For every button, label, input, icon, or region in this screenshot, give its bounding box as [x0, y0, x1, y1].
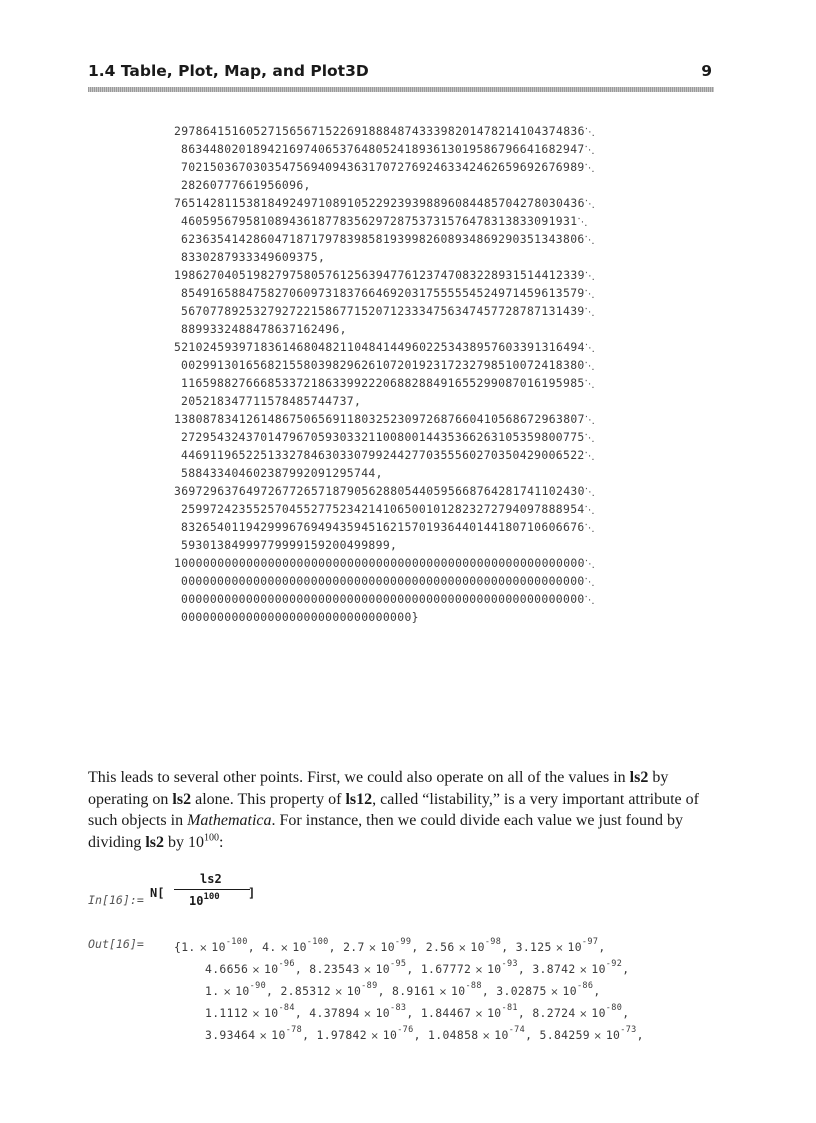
continued-output-block	[174, 122, 595, 626]
number-line: 00000000000000000000000000000000000000000000000000000000⋱	[181, 574, 595, 588]
output-value: $3.02875 \times 10^{-86}$	[496, 981, 594, 998]
output-line: $1.1112 \times 10^{-84}$, $4.37894 \times 10^{-83}$, $1.84467 \times 10^{-81}$, $8.2724 \times 10^{-80}$,	[205, 1003, 637, 1020]
output-value: 1. × $10^{-90}$	[205, 981, 267, 998]
number-line: 205218347711578485744737,	[181, 394, 362, 408]
number-line: 765142811538184924971089105229239398896084485704278030436⋱	[174, 196, 595, 210]
func-close: ]	[248, 886, 256, 900]
number-line: 62363541428604718717978398581939982608934869290351343806⋱	[181, 232, 595, 246]
number-line: 588433404602387992091295744,	[181, 466, 383, 480]
number-line: 56707789253279272215867715207123334756347457728787131439⋱	[181, 304, 595, 318]
number-line: 86344802018942169740653764805241893613019586796641682947⋱	[181, 142, 595, 156]
number-line: 521024593971836146804821104841449602253438957603391316494⋱	[174, 340, 595, 354]
number-line: 11659882766685337218633992220688288491655299087016195985⋱	[181, 376, 595, 390]
number-line: 00000000000000000000000000000000000000000000000000000000⋱	[181, 592, 595, 606]
number-line: 00000000000000000000000000000000}	[181, 610, 419, 624]
output-line: $4.6656 \times 10^{-96}$, $8.23543 \times 10^{-95}$, $1.67772 \times 10^{-93}$, $3.8742 \times 10^{-92}$,	[205, 959, 637, 976]
fraction-denominator: $10^{100}$	[189, 892, 220, 908]
number-line: 70215036703035475694094363170727692463342462659692676989⋱	[181, 160, 595, 174]
output-value: $4.6656 \times 10^{-96}$	[205, 959, 295, 976]
number-line: 100000000000000000000000000000000000000000000000000000000⋱	[174, 556, 595, 570]
number-line: 198627040519827975805761256394776123747083228931514412339⋱	[174, 268, 595, 282]
output-value: $3.125 \times 10^{-97}$	[515, 937, 599, 954]
input-label: In[16]:=	[88, 893, 144, 907]
output-value: $4.37894 \times 10^{-83}$	[309, 1003, 407, 1020]
output-value: $8.9161 \times 10^{-88}$	[391, 981, 482, 998]
output-value: 4. × $10^{-100}$	[262, 937, 329, 954]
body-paragraph: This leads to several other points. First, we could also operate on all of the values in ls2 by operating on ls2 alone. This property of ls12, called “listability,” is a very important attribute of such objects in Mathematica. For instance, then we could divide each value we just found by dividing ls2 by $10^{100}$:	[88, 769, 699, 851]
output-line: 1. × $10^{-90}$, $2.85312 \times 10^{-89}$, $8.9161 \times 10^{-88}$, $3.02875 \times 10^{-86}$,	[205, 981, 608, 998]
output-label: Out[16]=	[88, 937, 144, 951]
number-line: 297864151605271565671522691888487433398201478214104374836⋱	[174, 124, 595, 138]
number-line: 369729637649726772657187905628805440595668764281741102430⋱	[174, 484, 595, 498]
output-value: $1.84467 \times 10^{-81}$	[420, 1003, 518, 1020]
number-line: 85491658847582706097318376646920317555554524971459613579⋱	[181, 286, 595, 300]
output-value: $8.23543 \times 10^{-95}$	[309, 959, 407, 976]
output-block	[174, 938, 651, 1048]
number-line: 4605956795810894361877835629728753731576478313833091931⋱	[181, 214, 588, 228]
number-line: 8899332488478637162496,	[181, 322, 347, 336]
output-value: {1. × $10^{-100}$	[174, 937, 248, 954]
number-line: 00299130165682155803982962610720192317232798510072418380⋱	[181, 358, 595, 372]
fraction-bar	[174, 889, 250, 890]
number-line: 83265401194299967694943594516215701936440144180710606676⋱	[181, 520, 595, 534]
output-value: $1.04858 \times 10^{-74}$	[428, 1025, 526, 1042]
output-value: $1.67772 \times 10^{-93}$	[420, 959, 518, 976]
output-value: $2.85312 \times 10^{-89}$	[280, 981, 378, 998]
number-line: 138087834126148675065691180325230972687660410568672963807⋱	[174, 412, 595, 426]
number-line: 27295432437014796705930332110080014435366263105359800775⋱	[181, 430, 595, 444]
output-value: $8.2724 \times 10^{-80}$	[532, 1003, 623, 1020]
output-value: $3.93464 \times 10^{-78}$	[205, 1025, 303, 1042]
output-line: {1. × $10^{-100}$, 4. × $10^{-100}$, $2.7 \times 10^{-99}$, $2.56 \times 10^{-98}$, $3.125 \times 10^{-97}$,	[174, 937, 613, 954]
output-value: $3.8742 \times 10^{-92}$	[532, 959, 623, 976]
output-value: $5.84259 \times 10^{-73}$	[539, 1025, 637, 1042]
fraction-numerator: ls2	[200, 872, 222, 886]
output-value: $1.97842 \times 10^{-76}$	[316, 1025, 414, 1042]
header-rule	[88, 87, 714, 92]
number-line: 25997242355257045527752342141065001012823272794097888954⋱	[181, 502, 595, 516]
number-line: 44691196522513327846303307992442770355560270350429006522⋱	[181, 448, 595, 462]
number-line: 59301384999779999159200499899,	[181, 538, 398, 552]
func-open: N[	[150, 886, 165, 900]
number-line: 28260777661956096,	[181, 178, 311, 192]
output-value: $1.1112 \times 10^{-84}$	[205, 1003, 295, 1020]
output-value: $2.7 \times 10^{-99}$	[343, 937, 412, 954]
section-title: 1.4 Table, Plot, Map, and Plot3D	[88, 62, 369, 80]
number-line: 8330287933349609375,	[181, 250, 326, 264]
output-line: $3.93464 \times 10^{-78}$, $1.97842 \times 10^{-76}$, $1.04858 \times 10^{-74}$, $5.84259 \times 10^{-73}$,	[205, 1025, 652, 1042]
output-value: $2.56 \times 10^{-98}$	[425, 937, 502, 954]
page-number: 9	[701, 62, 712, 80]
